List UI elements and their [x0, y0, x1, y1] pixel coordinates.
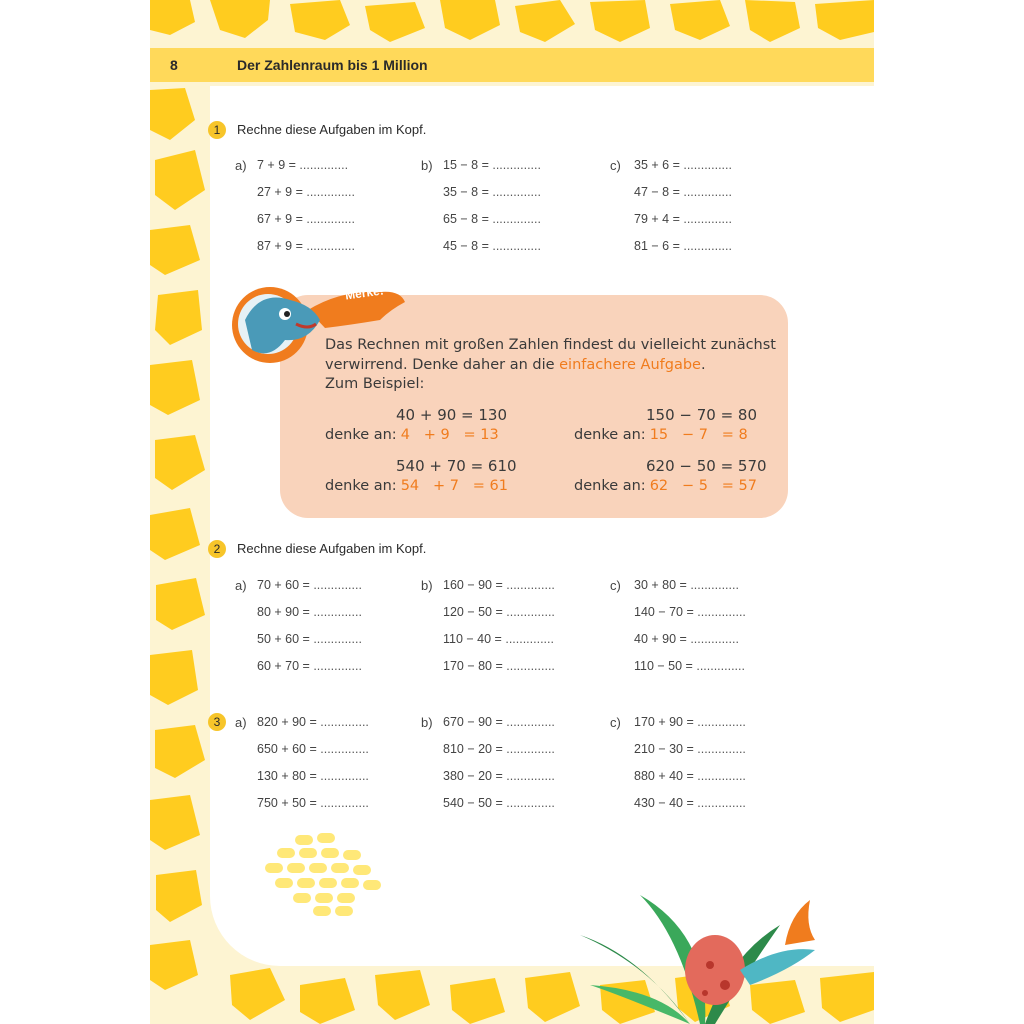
answer-blank[interactable]: .............. [313, 659, 362, 673]
chapter-title: Der Zahlenraum bis 1 Million [237, 57, 428, 73]
exercise-row [634, 659, 745, 673]
answer-blank[interactable]: .............. [690, 632, 739, 646]
exercise-equation: 120 − 50 = [443, 605, 503, 619]
example-equation: 150 − 70 = 80 [646, 406, 758, 424]
answer-blank[interactable]: .............. [299, 158, 349, 172]
answer-blank[interactable]: .............. [506, 796, 555, 810]
task-number-badge: 3 [208, 713, 226, 731]
merke-label: Merke! [344, 283, 385, 303]
answer-blank[interactable]: .............. [313, 578, 362, 592]
merke-highlight: einfachere Aufgabe [559, 357, 701, 373]
exercise-equation: 79 + 4 = [634, 212, 680, 226]
exercise-row [634, 742, 746, 756]
answer-blank[interactable]: .............. [683, 158, 732, 172]
example-equation: 40 + 90 = 130 [396, 406, 508, 424]
exercise-letter: b) [421, 715, 433, 730]
exercise-letter: b) [421, 578, 433, 593]
denke-label: denke an: [325, 427, 397, 443]
exercise-row [257, 769, 369, 783]
answer-blank[interactable]: .............. [697, 796, 746, 810]
exercise-equation: 45 − 8 = [443, 239, 489, 253]
answer-blank[interactable]: .............. [505, 632, 554, 646]
exercise-letter: a) [235, 715, 247, 730]
exercise-equation: 160 − 90 = [443, 578, 503, 592]
exercise-row [257, 158, 348, 172]
answer-blank[interactable]: .............. [697, 769, 746, 783]
answer-blank[interactable]: .............. [697, 715, 746, 729]
task-number-badge: 1 [208, 121, 226, 139]
exercise-equation: 750 + 50 = [257, 796, 317, 810]
exercise-row [443, 212, 541, 226]
exercise-row [634, 239, 732, 253]
answer-blank[interactable]: .............. [320, 769, 369, 783]
exercise-letter: c) [610, 158, 621, 173]
answer-blank[interactable]: .............. [492, 239, 541, 253]
example-hint [325, 427, 499, 443]
exercise-row [443, 742, 555, 756]
exercise-row [443, 578, 555, 592]
exercise-letter: c) [610, 578, 621, 593]
exercise-equation: 15 − 8 = [443, 158, 489, 172]
exercise-row [443, 632, 554, 646]
dino-egg-illustration [685, 935, 745, 1005]
answer-blank[interactable]: .............. [306, 239, 355, 253]
stones-decoration [255, 830, 395, 920]
exercise-equation: 81 − 6 = [634, 239, 680, 253]
hint-equation: 54 + 7 = 61 [400, 478, 508, 494]
exercise-letter: a) [235, 578, 247, 593]
exercise-row [443, 659, 555, 673]
exercise-row [257, 185, 355, 199]
exercise-row [257, 659, 362, 673]
exercise-row [257, 578, 362, 592]
exercise-letter: b) [421, 158, 433, 173]
denke-label: denke an: [574, 478, 646, 494]
answer-blank[interactable]: .............. [506, 659, 555, 673]
exercise-equation: 810 − 20 = [443, 742, 503, 756]
exercise-letter: a) [235, 158, 247, 173]
exercise-row [257, 212, 355, 226]
exercise-equation: 70 + 60 = [257, 578, 310, 592]
exercise-row [634, 796, 746, 810]
exercise-row [257, 632, 362, 646]
answer-blank[interactable]: .............. [506, 769, 555, 783]
answer-blank[interactable]: .............. [506, 742, 555, 756]
exercise-equation: 35 + 6 = [634, 158, 680, 172]
answer-blank[interactable]: .............. [690, 578, 739, 592]
exercise-equation: 110 − 50 = [634, 659, 693, 673]
hint-equation: 62 − 5 = 57 [649, 478, 757, 494]
exercise-equation: 430 − 40 = [634, 796, 694, 810]
merke-text: . [700, 357, 706, 373]
exercise-equation: 80 + 90 = [257, 605, 310, 619]
answer-blank[interactable]: .............. [697, 605, 746, 619]
answer-blank[interactable]: .............. [492, 185, 541, 199]
answer-blank[interactable]: .............. [313, 632, 362, 646]
answer-blank[interactable]: .............. [506, 578, 555, 592]
answer-blank[interactable]: .............. [697, 742, 746, 756]
exercise-row [443, 158, 541, 172]
exercise-equation: 50 + 60 = [257, 632, 310, 646]
example-equation: 540 + 70 = 610 [396, 457, 517, 475]
exercise-equation: 40 + 90 = [634, 632, 687, 646]
exercise-row [634, 212, 732, 226]
task-number-badge: 2 [208, 540, 226, 558]
exercise-row [257, 715, 369, 729]
exercise-equation: 210 − 30 = [634, 742, 694, 756]
exercise-equation: 880 + 40 = [634, 769, 694, 783]
exercise-row [443, 185, 541, 199]
exercise-row [257, 796, 369, 810]
page-number: 8 [170, 57, 178, 73]
exercise-equation: 30 + 80 = [634, 578, 687, 592]
hint-equation: 15 − 7 = 8 [649, 427, 748, 443]
exercise-equation: 380 − 20 = [443, 769, 503, 783]
plant-illustration [580, 895, 820, 1024]
exercise-equation: 650 + 60 = [257, 742, 317, 756]
answer-blank[interactable]: .............. [320, 715, 369, 729]
denke-label: denke an: [574, 427, 646, 443]
exercise-equation: 170 + 90 = [634, 715, 694, 729]
answer-blank[interactable]: .............. [492, 158, 541, 172]
answer-blank[interactable]: .............. [683, 212, 732, 226]
merke-text-line: Das Rechnen mit großen Zahlen findest du vielleicht zunächst [325, 337, 776, 353]
example-equation: 620 − 50 = 570 [646, 457, 767, 475]
exercise-letter: c) [610, 715, 621, 730]
answer-blank[interactable]: .............. [306, 212, 355, 226]
exercise-equation: 87 + 9 = [257, 239, 303, 253]
exercise-row [257, 239, 355, 253]
workbook-page [150, 0, 874, 1024]
exercise-equation: 110 − 40 = [443, 632, 502, 646]
exercise-equation: 47 − 8 = [634, 185, 680, 199]
merke-text-line [325, 357, 706, 373]
answer-blank[interactable]: .............. [492, 212, 541, 226]
merke-text-line: Zum Beispiel: [325, 376, 425, 392]
exercise-equation: 7 + 9 = [257, 158, 296, 172]
exercise-row [257, 605, 362, 619]
example-hint [574, 478, 757, 494]
merke-text: verwirrend. Denke daher an die [325, 357, 560, 373]
exercise-equation: 67 + 9 = [257, 212, 303, 226]
answer-blank[interactable]: .............. [506, 715, 555, 729]
task-instruction: Rechne diese Aufgaben im Kopf. [237, 541, 427, 556]
example-hint [325, 478, 508, 494]
exercise-equation: 540 − 50 = [443, 796, 503, 810]
exercise-row [634, 158, 732, 172]
hint-equation: 4 + 9 = 13 [400, 427, 499, 443]
exercise-equation: 670 − 90 = [443, 715, 503, 729]
exercise-row [443, 239, 541, 253]
exercise-equation: 140 − 70 = [634, 605, 694, 619]
answer-blank[interactable]: .............. [313, 605, 362, 619]
task-instruction: Rechne diese Aufgaben im Kopf. [237, 122, 427, 137]
exercise-equation: 35 − 8 = [443, 185, 489, 199]
exercise-row [634, 185, 732, 199]
denke-label: denke an: [325, 478, 397, 494]
answer-blank[interactable]: .............. [506, 605, 555, 619]
exercise-row [634, 715, 746, 729]
exercise-row [634, 632, 739, 646]
answer-blank[interactable]: .............. [683, 185, 732, 199]
exercise-row [634, 605, 746, 619]
exercise-row [443, 769, 555, 783]
exercise-row [443, 715, 555, 729]
exercise-row [443, 605, 555, 619]
exercise-equation: 60 + 70 = [257, 659, 310, 673]
exercise-equation: 65 − 8 = [443, 212, 489, 226]
exercise-row [257, 742, 369, 756]
answer-blank[interactable]: .............. [696, 659, 745, 673]
answer-blank[interactable]: .............. [683, 239, 732, 253]
exercise-equation: 170 − 80 = [443, 659, 503, 673]
exercise-row [443, 796, 555, 810]
answer-blank[interactable]: .............. [306, 185, 355, 199]
exercise-equation: 130 + 80 = [257, 769, 317, 783]
exercise-equation: 27 + 9 = [257, 185, 303, 199]
exercise-equation: 820 + 90 = [257, 715, 317, 729]
fire-icon [785, 900, 815, 945]
example-hint [574, 427, 748, 443]
exercise-row [634, 578, 739, 592]
answer-blank[interactable]: .............. [320, 796, 369, 810]
answer-blank[interactable]: .............. [320, 742, 369, 756]
exercise-row [634, 769, 746, 783]
